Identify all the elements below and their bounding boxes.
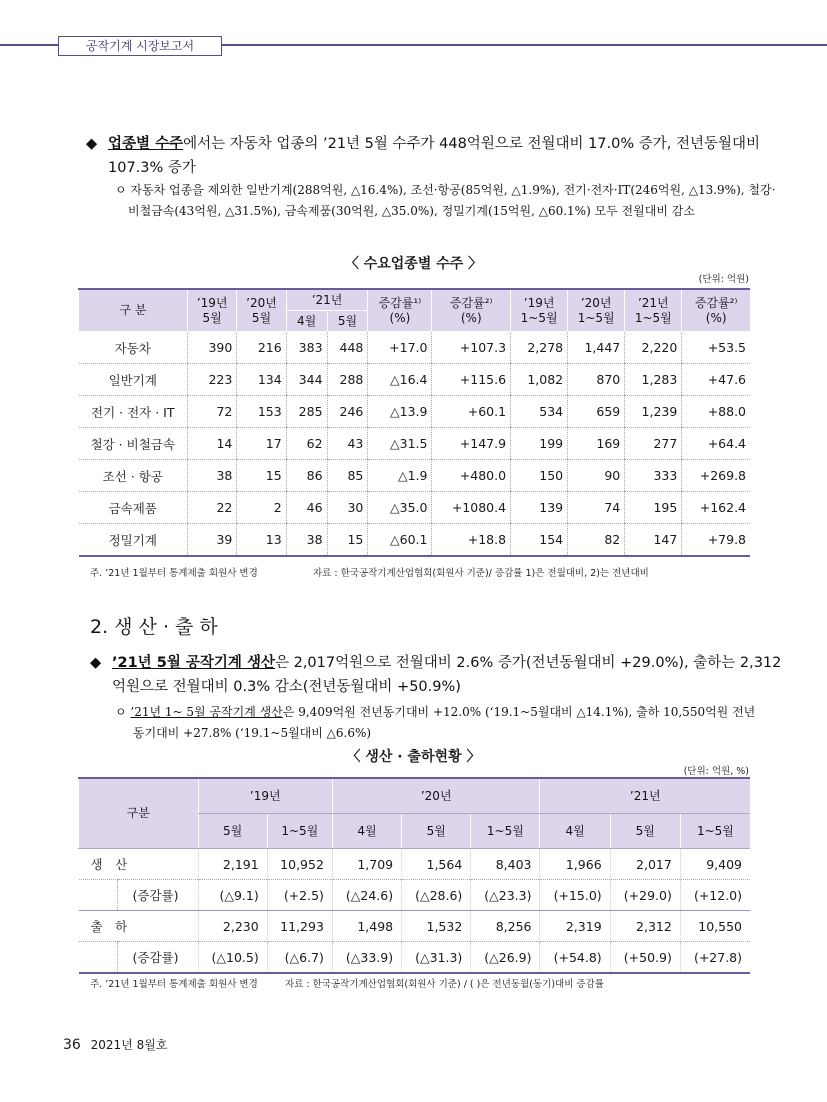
table-cell: 2,220 — [625, 332, 682, 364]
table2-unit: (단위: 억원, %) — [683, 766, 749, 777]
table-cell: 2,312 — [610, 911, 680, 942]
table-cell: +162.4 — [682, 492, 750, 524]
table-cell: 246 — [327, 396, 368, 428]
col-y20: ’20년 — [332, 778, 540, 814]
table-cell: 153 — [237, 396, 286, 428]
row-label: 자동차 — [79, 332, 188, 364]
row-label: 출 하 — [79, 911, 199, 942]
table-cell: (+12.0) — [680, 880, 750, 911]
table-cell: 285 — [286, 396, 327, 428]
sub-line-2: 비철금속(43억원, △31.5%), 금속제품(30억원, △35.0%), 정밀기계(15억원, △60.1%) 모두 전월대비 감소 — [128, 204, 695, 218]
table-cell: 390 — [188, 332, 237, 364]
table-cell: 288 — [327, 364, 368, 396]
table-cell: +480.0 — [432, 460, 511, 492]
table-cell: 43 — [327, 428, 368, 460]
table-cell: 72 — [188, 396, 237, 428]
table-cell: 15 — [237, 460, 286, 492]
header-tab: 공작기계 시장보고서 — [58, 36, 222, 56]
table-cell: (+29.0) — [610, 880, 680, 911]
table-cell: 46 — [286, 492, 327, 524]
table-cell: 38 — [286, 524, 327, 557]
col-21-ytd: ’21년 1~5월 — [625, 289, 682, 332]
table-cell: (+27.8) — [680, 942, 750, 974]
table-cell: 195 — [625, 492, 682, 524]
orders-table-body — [79, 332, 751, 557]
table-cell: 85 — [327, 460, 368, 492]
table-cell: 17 — [237, 428, 286, 460]
table-cell: 333 — [625, 460, 682, 492]
col-19-ytd: ’19년 1~5월 — [511, 289, 568, 332]
table-cell: 659 — [568, 396, 625, 428]
col-20-may: ’20년 5월 — [237, 289, 286, 332]
table-cell: 11,293 — [267, 911, 332, 942]
table-cell: △35.0 — [368, 492, 432, 524]
table-row — [79, 396, 751, 428]
table-row — [79, 428, 751, 460]
table-cell: +17.0 — [368, 332, 432, 364]
table-cell: 82 — [568, 524, 625, 557]
table-cell: 14 — [188, 428, 237, 460]
table1-note: 주. ’21년 1월부터 통계제출 회원사 변경 — [90, 568, 258, 579]
table-cell: 150 — [511, 460, 568, 492]
col-y21: ’21년 — [540, 778, 750, 814]
table-cell: 870 — [568, 364, 625, 396]
table-cell: 10,952 — [267, 849, 332, 880]
col-y21-may: 5월 — [610, 814, 680, 849]
bullet-orders — [86, 132, 786, 180]
table2-note: 주. ’21년 1월부터 통계제출 회원사 변경 — [90, 979, 258, 990]
col-21-apr: 4월 — [286, 311, 327, 332]
table-row — [79, 849, 751, 880]
row-sublabel: (증감률) — [117, 880, 198, 911]
table-cell: 2,278 — [511, 332, 568, 364]
table-cell: 199 — [511, 428, 568, 460]
table-cell: +64.4 — [682, 428, 750, 460]
table-cell: 2,017 — [610, 849, 680, 880]
table-cell: 90 — [568, 460, 625, 492]
col-y21-ytd: 1~5월 — [680, 814, 750, 849]
table-cell: 383 — [286, 332, 327, 364]
row-sublabel: (증감률) — [117, 942, 198, 974]
table-cell: 1,709 — [332, 849, 401, 880]
table-cell: 2,230 — [198, 911, 267, 942]
table-cell: 2,319 — [540, 911, 610, 942]
table-row — [79, 911, 751, 942]
table1-title: 〈 수요업종별 수주 〉 — [344, 256, 483, 272]
table-cell: △60.1 — [368, 524, 432, 557]
section-title: 2. 생 산 · 출 하 — [90, 616, 218, 638]
table-cell: (△33.9) — [332, 942, 401, 974]
table-row — [79, 492, 751, 524]
col-21: ’21년 — [286, 289, 368, 311]
table-cell: 1,498 — [332, 911, 401, 942]
table-cell: 344 — [286, 364, 327, 396]
col-category: 구분 — [79, 778, 199, 849]
table-row — [79, 524, 751, 557]
table-cell: (△6.7) — [267, 942, 332, 974]
table-cell: (△9.1) — [198, 880, 267, 911]
table-row — [79, 942, 751, 974]
table-cell: 39 — [188, 524, 237, 557]
sub-bullet-production — [115, 702, 805, 744]
bullet-text-2: 107.3% 증가 — [108, 160, 196, 176]
sub-line-1: ㅇ ’21년 1~ 5월 공작기계 생산은 9,409억원 전년동기대비 +12.0% (‘19.1~5월대비 △14.1%), 출하 10,550억원 전년 — [115, 705, 756, 719]
table2-title: 〈 생산 · 출하현황 〉 — [346, 749, 481, 765]
table-cell: +79.8 — [682, 524, 750, 557]
table-cell: +88.0 — [682, 396, 750, 428]
table-cell: 15 — [327, 524, 368, 557]
page-number: 36 — [63, 1037, 81, 1053]
col-y19: ’19년 — [198, 778, 332, 814]
table-cell: 169 — [568, 428, 625, 460]
table-cell: +269.8 — [682, 460, 750, 492]
production-table — [78, 777, 750, 974]
table-cell: △13.9 — [368, 396, 432, 428]
col-20-ytd: ’20년 1~5월 — [568, 289, 625, 332]
table-cell: 8,256 — [471, 911, 540, 942]
table-cell: 147 — [625, 524, 682, 557]
table-cell: 139 — [511, 492, 568, 524]
col-mom: 증감률¹⁾ (%) — [368, 289, 432, 332]
col-y19-ytd: 1~5월 — [267, 814, 332, 849]
table-cell: 1,239 — [625, 396, 682, 428]
table-cell: (△10.5) — [198, 942, 267, 974]
row-indent — [79, 942, 118, 974]
table-cell: (+15.0) — [540, 880, 610, 911]
table-cell: 2 — [237, 492, 286, 524]
table-cell: +18.8 — [432, 524, 511, 557]
table-cell: 223 — [188, 364, 237, 396]
table1-unit: (단위: 억원) — [698, 274, 749, 285]
bullet-lead: ’21년 5월 공작기계 생산 — [112, 655, 275, 671]
table-cell: 1,564 — [402, 849, 471, 880]
diamond-bullet-icon: ◆ — [86, 136, 98, 152]
col-yoy: 증감률²⁾ (%) — [432, 289, 511, 332]
table2-source: 자료 : 한국공작기계산업협회(회원사 기준) / ( )은 전년동월(동기)대비 증감률 — [285, 979, 604, 990]
table-cell: 1,447 — [568, 332, 625, 364]
bullet-text: 에서는 자동차 업종의 ’21년 5월 수주가 448억원으로 전월대비 17.0% 증가, 전년동월대비 — [183, 136, 761, 152]
col-y20-ytd: 1~5월 — [471, 814, 540, 849]
table1-source: 자료 : 한국공작기계산업협회(회원사 기준)/ 증감률 1)은 전월대비, 2)는 전년대비 — [313, 568, 649, 579]
table-cell: (△23.3) — [471, 880, 540, 911]
table-cell: 216 — [237, 332, 286, 364]
table-cell: 9,409 — [680, 849, 750, 880]
table-row — [79, 364, 751, 396]
sub-line-2: 동기대비 +27.8% (‘19.1~5월대비 △6.6%) — [133, 726, 372, 740]
table-cell: 134 — [237, 364, 286, 396]
table-cell: △1.9 — [368, 460, 432, 492]
table-cell: +60.1 — [432, 396, 511, 428]
table-cell: +147.9 — [432, 428, 511, 460]
row-label: 조선 · 항공 — [79, 460, 188, 492]
table-cell: +115.6 — [432, 364, 511, 396]
row-label: 전기 · 전자 · IT — [79, 396, 188, 428]
table-cell: 86 — [286, 460, 327, 492]
table-cell: (+54.8) — [540, 942, 610, 974]
table-cell: △31.5 — [368, 428, 432, 460]
bullet-lead: 업종별 수주 — [108, 136, 184, 152]
orders-table — [78, 288, 750, 557]
table-row — [79, 460, 751, 492]
bullet-text: 은 2,017억원으로 전월대비 2.6% 증가(전년동월대비 +29.0%), 출하는 2,312 — [274, 655, 782, 671]
table-cell: +107.3 — [432, 332, 511, 364]
table-cell: +47.6 — [682, 364, 750, 396]
row-label: 정밀기계 — [79, 524, 188, 557]
table-cell: 1,532 — [402, 911, 471, 942]
sub-bullet-orders — [115, 180, 805, 222]
table-cell: 62 — [286, 428, 327, 460]
production-table-body — [79, 849, 751, 974]
table-cell: 448 — [327, 332, 368, 364]
col-21-may: 5월 — [327, 311, 368, 332]
col-y20-apr: 4월 — [332, 814, 401, 849]
table-cell: 277 — [625, 428, 682, 460]
row-label: 금속제품 — [79, 492, 188, 524]
table-cell: +53.5 — [682, 332, 750, 364]
table-cell: +1080.4 — [432, 492, 511, 524]
diamond-bullet-icon: ◆ — [90, 655, 102, 671]
issue-label: 2021년 8월호 — [90, 1038, 168, 1052]
table-cell: (△28.6) — [402, 880, 471, 911]
table-cell: (△31.3) — [402, 942, 471, 974]
table-cell: (△26.9) — [471, 942, 540, 974]
col-y20-may: 5월 — [402, 814, 471, 849]
table-cell: 2,191 — [198, 849, 267, 880]
table-cell: △16.4 — [368, 364, 432, 396]
row-label: 철강 · 비철금속 — [79, 428, 188, 460]
table-row — [79, 332, 751, 364]
col-y19-may: 5월 — [198, 814, 267, 849]
col-ytd-change: 증감률²⁾ (%) — [682, 289, 750, 332]
page-footer — [63, 1036, 167, 1053]
table-cell: 8,403 — [471, 849, 540, 880]
table-cell: (△24.6) — [332, 880, 401, 911]
table-cell: (+2.5) — [267, 880, 332, 911]
row-indent — [79, 880, 118, 911]
table-cell: 30 — [327, 492, 368, 524]
table-cell: 1,283 — [625, 364, 682, 396]
table-row — [79, 880, 751, 911]
table-cell: 38 — [188, 460, 237, 492]
table-cell: 10,550 — [680, 911, 750, 942]
table-cell: 1,966 — [540, 849, 610, 880]
col-19-may: ’19년 5월 — [188, 289, 237, 332]
table-cell: 534 — [511, 396, 568, 428]
table-cell: 13 — [237, 524, 286, 557]
row-label: 생 산 — [79, 849, 199, 880]
table-cell: 154 — [511, 524, 568, 557]
bullet-text-2: 억원으로 전월대비 0.3% 감소(전년동월대비 +50.9%) — [112, 679, 461, 695]
sub-line-1: ㅇ 자동차 업종을 제외한 일반기계(288억원, △16.4%), 조선·항공(85억원, △1.9%), 전기·전자·IT(246억원, △13.9%), 철강· — [115, 183, 776, 197]
bullet-production — [90, 651, 790, 699]
row-label: 일반기계 — [79, 364, 188, 396]
table-cell: 1,082 — [511, 364, 568, 396]
table-cell: 22 — [188, 492, 237, 524]
col-y21-apr: 4월 — [540, 814, 610, 849]
table-cell: (+50.9) — [610, 942, 680, 974]
table-cell: 74 — [568, 492, 625, 524]
col-category: 구 분 — [79, 289, 188, 332]
